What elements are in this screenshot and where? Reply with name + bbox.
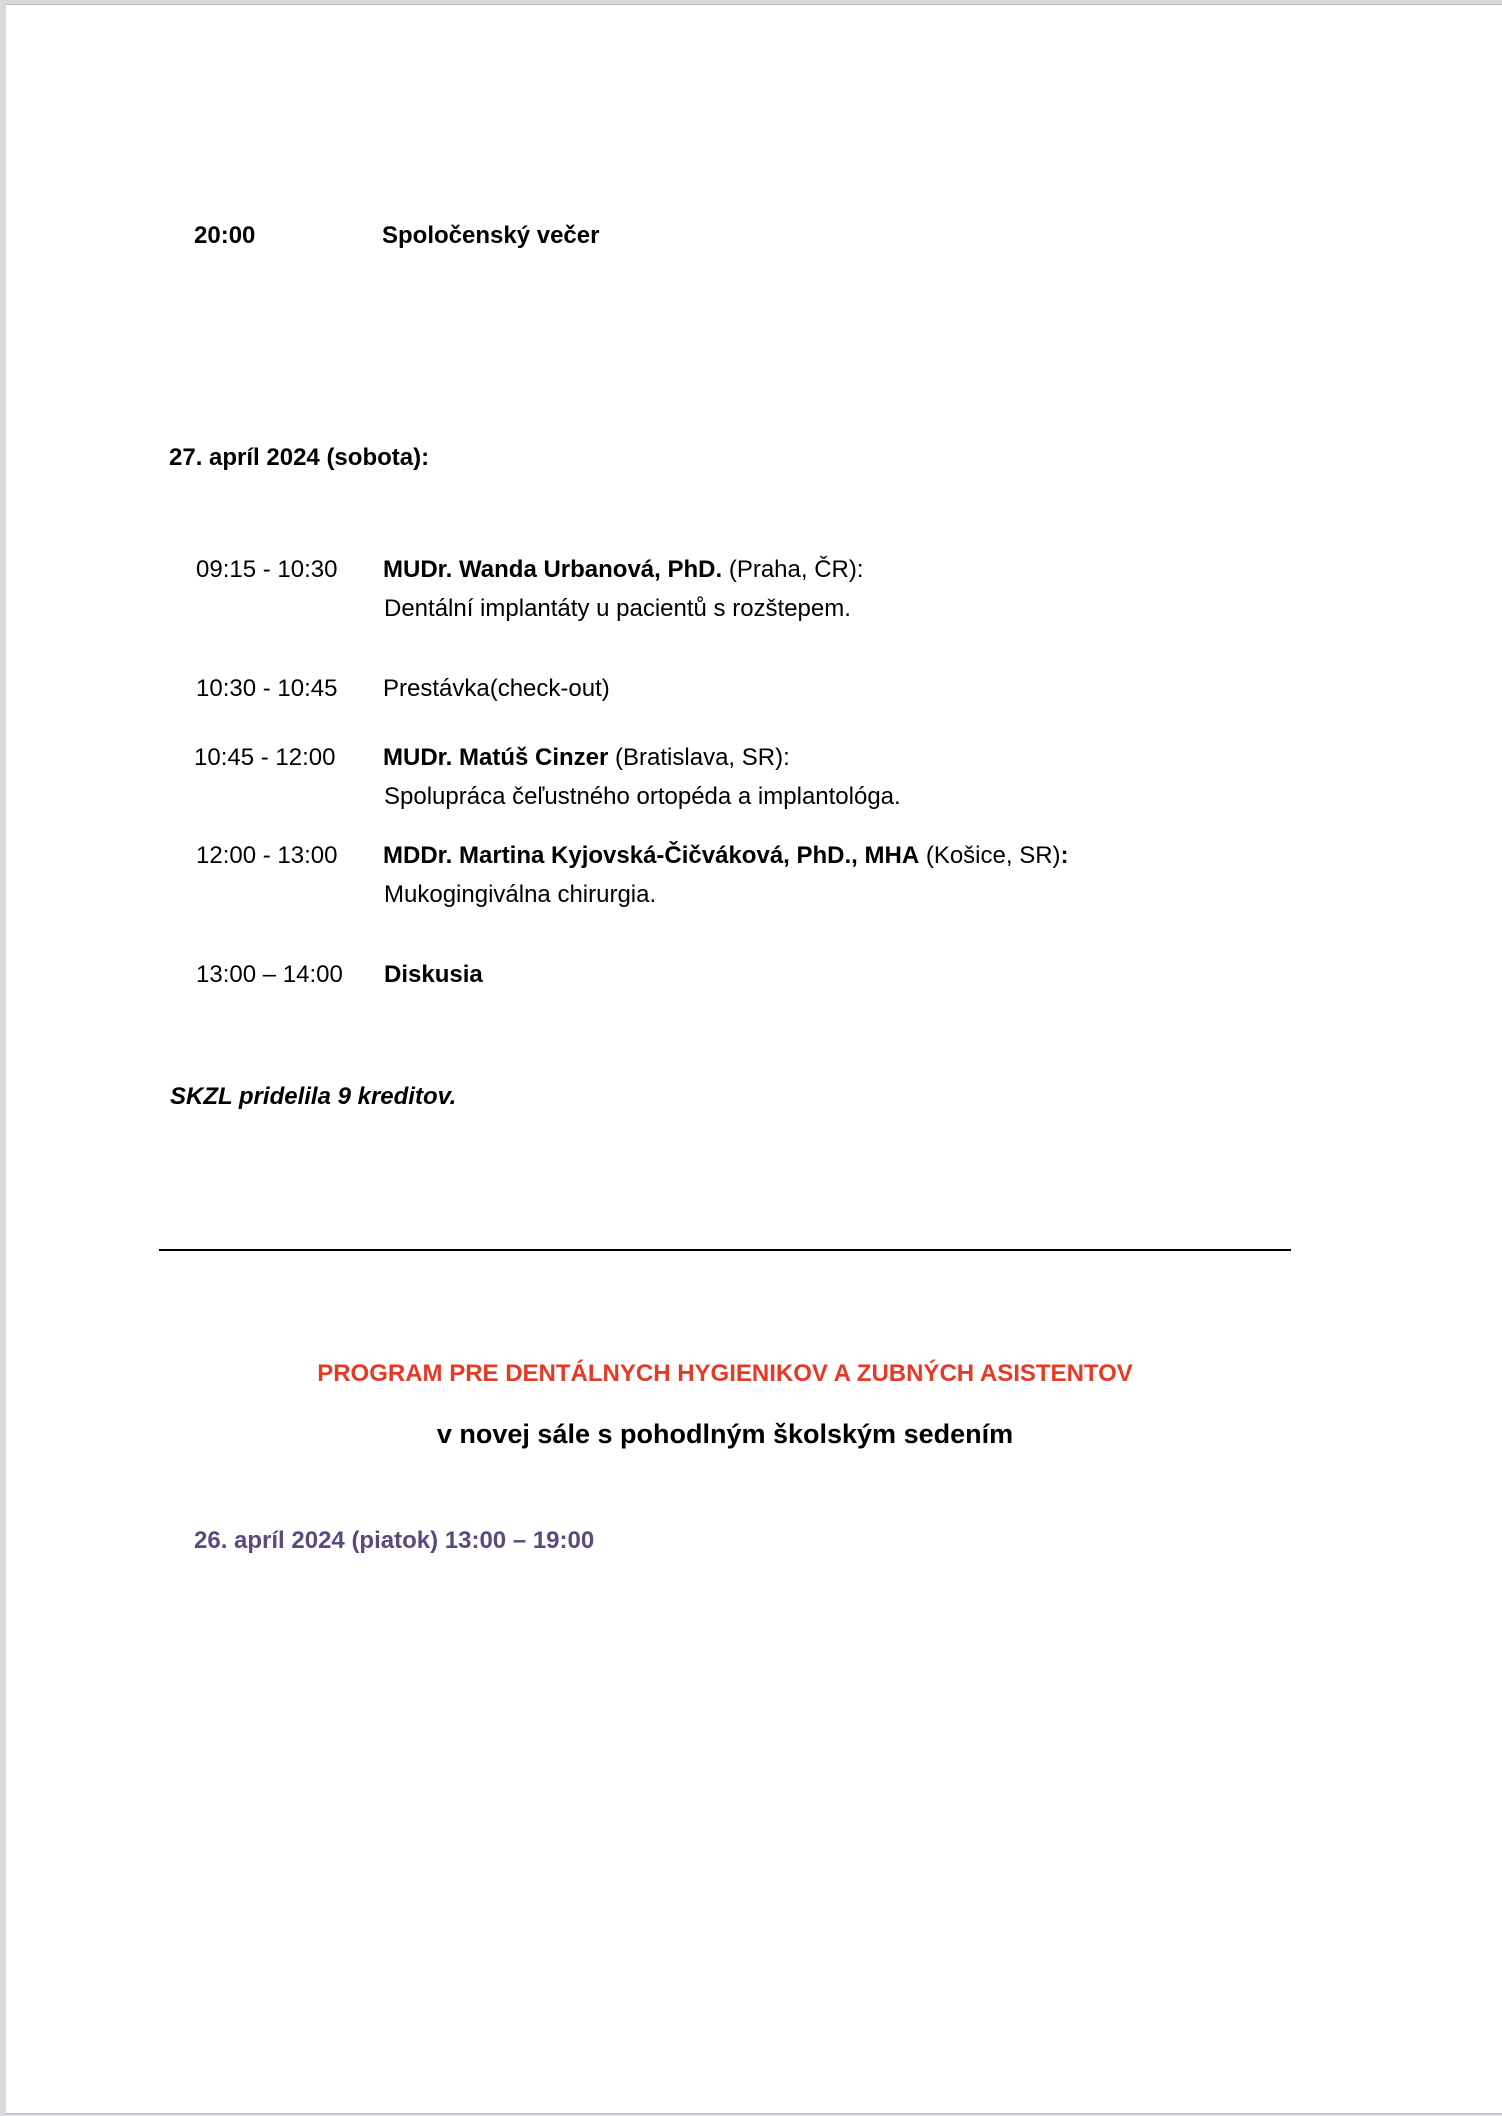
program-date: 26. apríl 2024 (piatok) 13:00 – 19:00	[194, 1527, 595, 1554]
credits-note: SKZL pridelila 9 kreditov.	[170, 1083, 457, 1110]
item-topic: Dentální implantáty u pacientů s rozštepem.	[384, 595, 851, 622]
evening-time: 20:00	[194, 222, 256, 249]
item-topic: Mukogingiválna chirurgia.	[384, 881, 657, 908]
speaker-location: (Praha, ČR):	[722, 556, 864, 583]
item-speaker-line	[383, 555, 864, 585]
speaker-location: (Bratislava, SR):	[608, 744, 790, 771]
item-topic: Spolupráca čeľustného ortopéda a implantológa.	[384, 783, 901, 810]
item-time: 09:15 - 10:30	[196, 556, 338, 583]
item-title: Diskusia	[384, 961, 483, 988]
saturday-heading: 27. apríl 2024 (sobota):	[169, 444, 430, 471]
item-time: 10:45 - 12:00	[194, 744, 336, 771]
item-speaker-line	[383, 841, 1069, 871]
item-speaker-line	[383, 743, 790, 773]
item-title: Prestávka(check-out)	[383, 675, 610, 702]
item-time: 13:00 – 14:00	[196, 961, 343, 988]
item-time: 10:30 - 10:45	[196, 675, 338, 702]
item-time: 12:00 - 13:00	[196, 842, 338, 869]
section-divider	[159, 1249, 1291, 1251]
program-heading: PROGRAM PRE DENTÁLNYCH HYGIENIKOV A ZUBNÝCH ASISTENTOV	[317, 1360, 1133, 1387]
program-subheading: v novej sále s pohodlným školským sedením	[436, 1419, 1014, 1449]
evening-title: Spoločenský večer	[382, 222, 600, 249]
speaker-name: MUDr. Wanda Urbanová, PhD.	[383, 556, 723, 583]
speaker-colon: :	[1060, 842, 1069, 869]
speaker-name: MUDr. Matúš Cinzer	[383, 744, 609, 771]
speaker-name: MDDr. Martina Kyjovská-Čičváková, PhD., MHA	[383, 842, 920, 869]
document-page	[6, 4, 1502, 2114]
speaker-location: (Košice, SR)	[919, 842, 1061, 869]
